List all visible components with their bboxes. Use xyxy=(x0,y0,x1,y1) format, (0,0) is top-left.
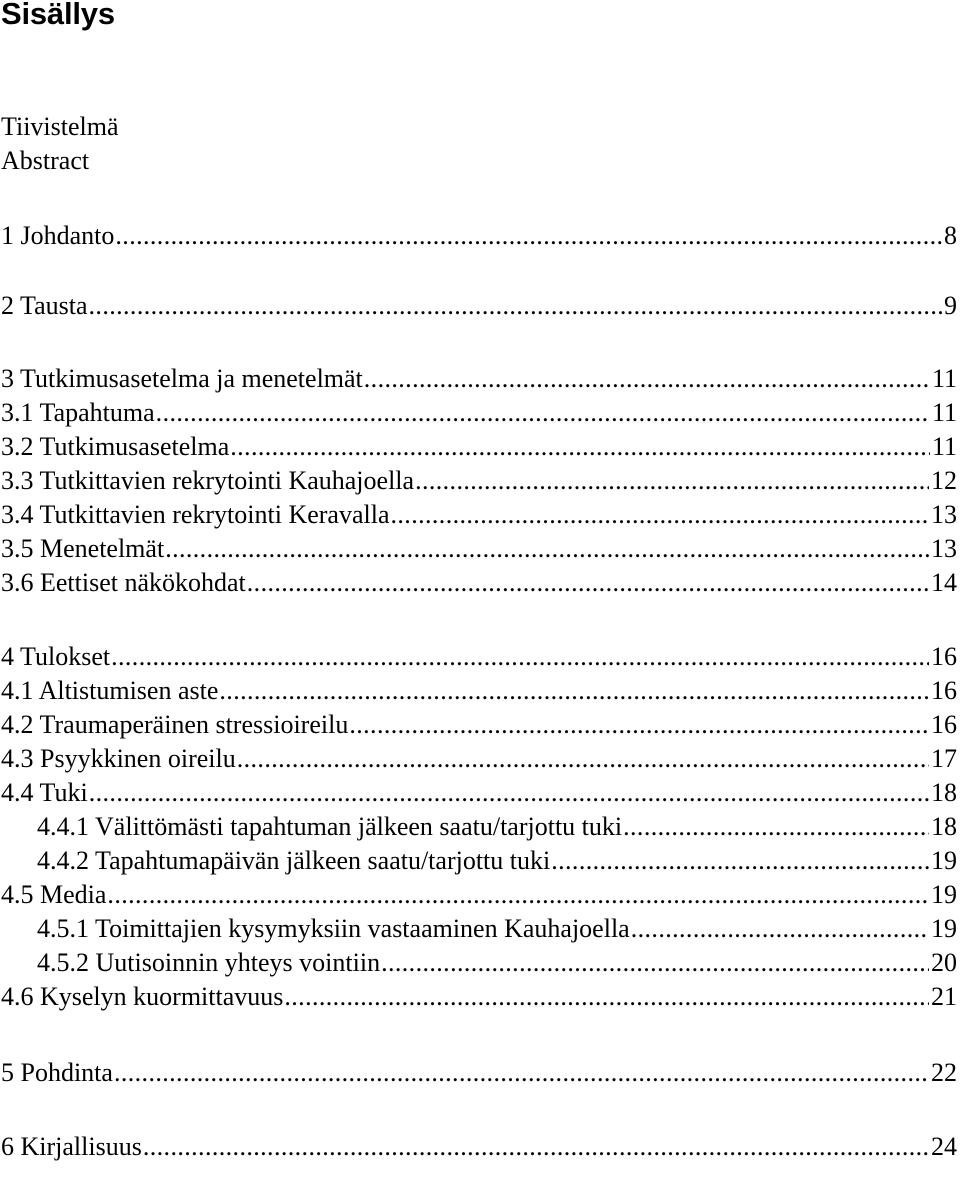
toc-page-number: 13 xyxy=(931,500,957,529)
toc-page-number: 13 xyxy=(931,534,957,563)
toc-page-number: 11 xyxy=(931,364,957,393)
dot-leader xyxy=(107,878,929,912)
toc-entry-title: 3.4 Tutkittavien rekrytointi Keravalla xyxy=(1,500,390,529)
toc-entry-title: 1 Johdanto xyxy=(1,221,115,250)
dot-leader xyxy=(89,289,942,323)
toc-entry-rekrytointi-keravalla[interactable] xyxy=(1,498,957,532)
toc-page-number: 18 xyxy=(931,812,957,841)
toc-entry-tapahtumapaivan-jalkeen-tuki[interactable] xyxy=(37,844,957,878)
toc-entry-toimittajien-kysymyksiin[interactable] xyxy=(37,912,957,946)
toc-entry-title: 2 Tausta xyxy=(1,291,88,320)
toc-entry-title: 6 Kirjallisuus xyxy=(1,1132,142,1161)
toc-page-number: 24 xyxy=(931,1132,957,1161)
toc-entry-title: 4.3 Psyykkinen oireilu xyxy=(1,744,236,773)
toc-page-number: 11 xyxy=(931,398,957,427)
toc-entry-kirjallisuus[interactable] xyxy=(1,1130,957,1164)
toc-entry-title: 3 Tutkimusasetelma ja menetelmät xyxy=(1,364,363,393)
dot-leader xyxy=(391,498,930,532)
toc-page-number: 22 xyxy=(931,1058,957,1087)
toc-page-number: 18 xyxy=(931,778,957,807)
toc-entry-title: 3.6 Eettiset näkökohdat xyxy=(1,568,246,597)
dot-leader xyxy=(551,844,929,878)
dot-leader xyxy=(349,708,929,742)
dot-leader xyxy=(115,219,942,253)
dot-leader xyxy=(111,640,929,674)
toc-entry-title: 3.2 Tutkimusasetelma xyxy=(1,432,230,461)
toc-entry-title: 4.4 Tuki xyxy=(1,778,88,807)
dot-leader xyxy=(631,912,929,946)
dot-leader xyxy=(219,674,929,708)
toc-entry-media[interactable] xyxy=(1,878,957,912)
toc-page-number: 19 xyxy=(931,914,957,943)
toc-entry-tuki[interactable] xyxy=(1,776,957,810)
toc-page-number: 16 xyxy=(931,642,957,671)
dot-leader xyxy=(156,396,930,430)
toc-page-number: 16 xyxy=(931,710,957,739)
toc-page-number: 21 xyxy=(931,982,957,1011)
toc-page-number: 14 xyxy=(931,568,957,597)
toc-entry-title: 4.4.1 Välittömästi tapahtuman jälkeen saatu/tarjottu tuki xyxy=(37,812,623,841)
toc-entry-title: 4.6 Kyselyn kuormittavuus xyxy=(1,982,284,1011)
dot-leader xyxy=(114,1056,929,1090)
toc-entry-tapahtuma[interactable] xyxy=(1,396,957,430)
toc-page-number: 9 xyxy=(944,291,957,320)
dot-leader xyxy=(247,566,929,600)
toc-entry-title: 4.5.1 Toimittajien kysymyksiin vastaaminen Kauhajoella xyxy=(37,914,630,943)
toc-entry-title: 4.5 Media xyxy=(1,880,107,909)
front-matter-tiivistelma: Tiivistelmä xyxy=(1,112,119,141)
toc-entry-tutkimusasetelma[interactable] xyxy=(1,430,957,464)
toc-entry-altistumisen-aste[interactable] xyxy=(1,674,957,708)
toc-page-number: 12 xyxy=(931,466,957,495)
toc-entry-eettiset-nakokohdat[interactable] xyxy=(1,566,957,600)
toc-entry-pohdinta[interactable] xyxy=(1,1056,957,1090)
toc-page-number: 19 xyxy=(931,880,957,909)
dot-leader xyxy=(165,532,929,566)
toc-entry-valittomasti-saatu-tuki[interactable] xyxy=(37,810,957,844)
front-matter-abstract: Abstract xyxy=(1,146,90,175)
toc-entry-johdanto[interactable] xyxy=(1,219,957,253)
toc-entry-title: 4 Tulokset xyxy=(1,642,111,671)
dot-leader xyxy=(623,810,929,844)
page-title: Sisällys xyxy=(1,0,115,31)
toc-page-number: 20 xyxy=(931,948,957,977)
dot-leader xyxy=(230,430,930,464)
toc-entry-tutkimusasetelma-ja-menetelmat[interactable] xyxy=(1,362,957,396)
toc-entry-tausta[interactable] xyxy=(1,289,957,323)
toc-entry-title: 5 Pohdinta xyxy=(1,1058,113,1087)
toc-page-number: 11 xyxy=(931,432,957,461)
dot-leader xyxy=(284,980,929,1014)
toc-page-number: 8 xyxy=(944,221,957,250)
dot-leader xyxy=(364,362,930,396)
toc-page-number: 16 xyxy=(931,676,957,705)
toc-entry-title: 3.5 Menetelmät xyxy=(1,534,165,563)
toc-entry-menetelmat[interactable] xyxy=(1,532,957,566)
toc-entry-tulokset[interactable] xyxy=(1,640,957,674)
toc-entry-title: 4.1 Altistumisen aste xyxy=(1,676,219,705)
toc-entry-title: 3.3 Tutkittavien rekrytointi Kauhajoella xyxy=(1,466,415,495)
toc-entry-traumaperainen-stressioireilu[interactable] xyxy=(1,708,957,742)
toc-entry-rekrytointi-kauhajoella[interactable] xyxy=(1,464,957,498)
dot-leader xyxy=(237,742,929,776)
dot-leader xyxy=(415,464,929,498)
dot-leader xyxy=(381,946,929,980)
toc-entry-title: 4.5.2 Uutisoinnin yhteys vointiin xyxy=(37,948,381,977)
toc-entry-title: 3.1 Tapahtuma xyxy=(1,398,155,427)
toc-entry-title: 4.2 Traumaperäinen stressioireilu xyxy=(1,710,349,739)
dot-leader xyxy=(143,1130,929,1164)
dot-leader xyxy=(89,776,929,810)
toc-entry-uutisoinnin-yhteys[interactable] xyxy=(37,946,957,980)
toc-entry-psyykkinen-oireilu[interactable] xyxy=(1,742,957,776)
toc-page-number: 17 xyxy=(931,744,957,773)
toc-entry-title: 4.4.2 Tapahtumapäivän jälkeen saatu/tarjottu tuki xyxy=(37,846,551,875)
toc-entry-kyselyn-kuormittavuus[interactable] xyxy=(1,980,957,1014)
toc-page-number: 19 xyxy=(931,846,957,875)
